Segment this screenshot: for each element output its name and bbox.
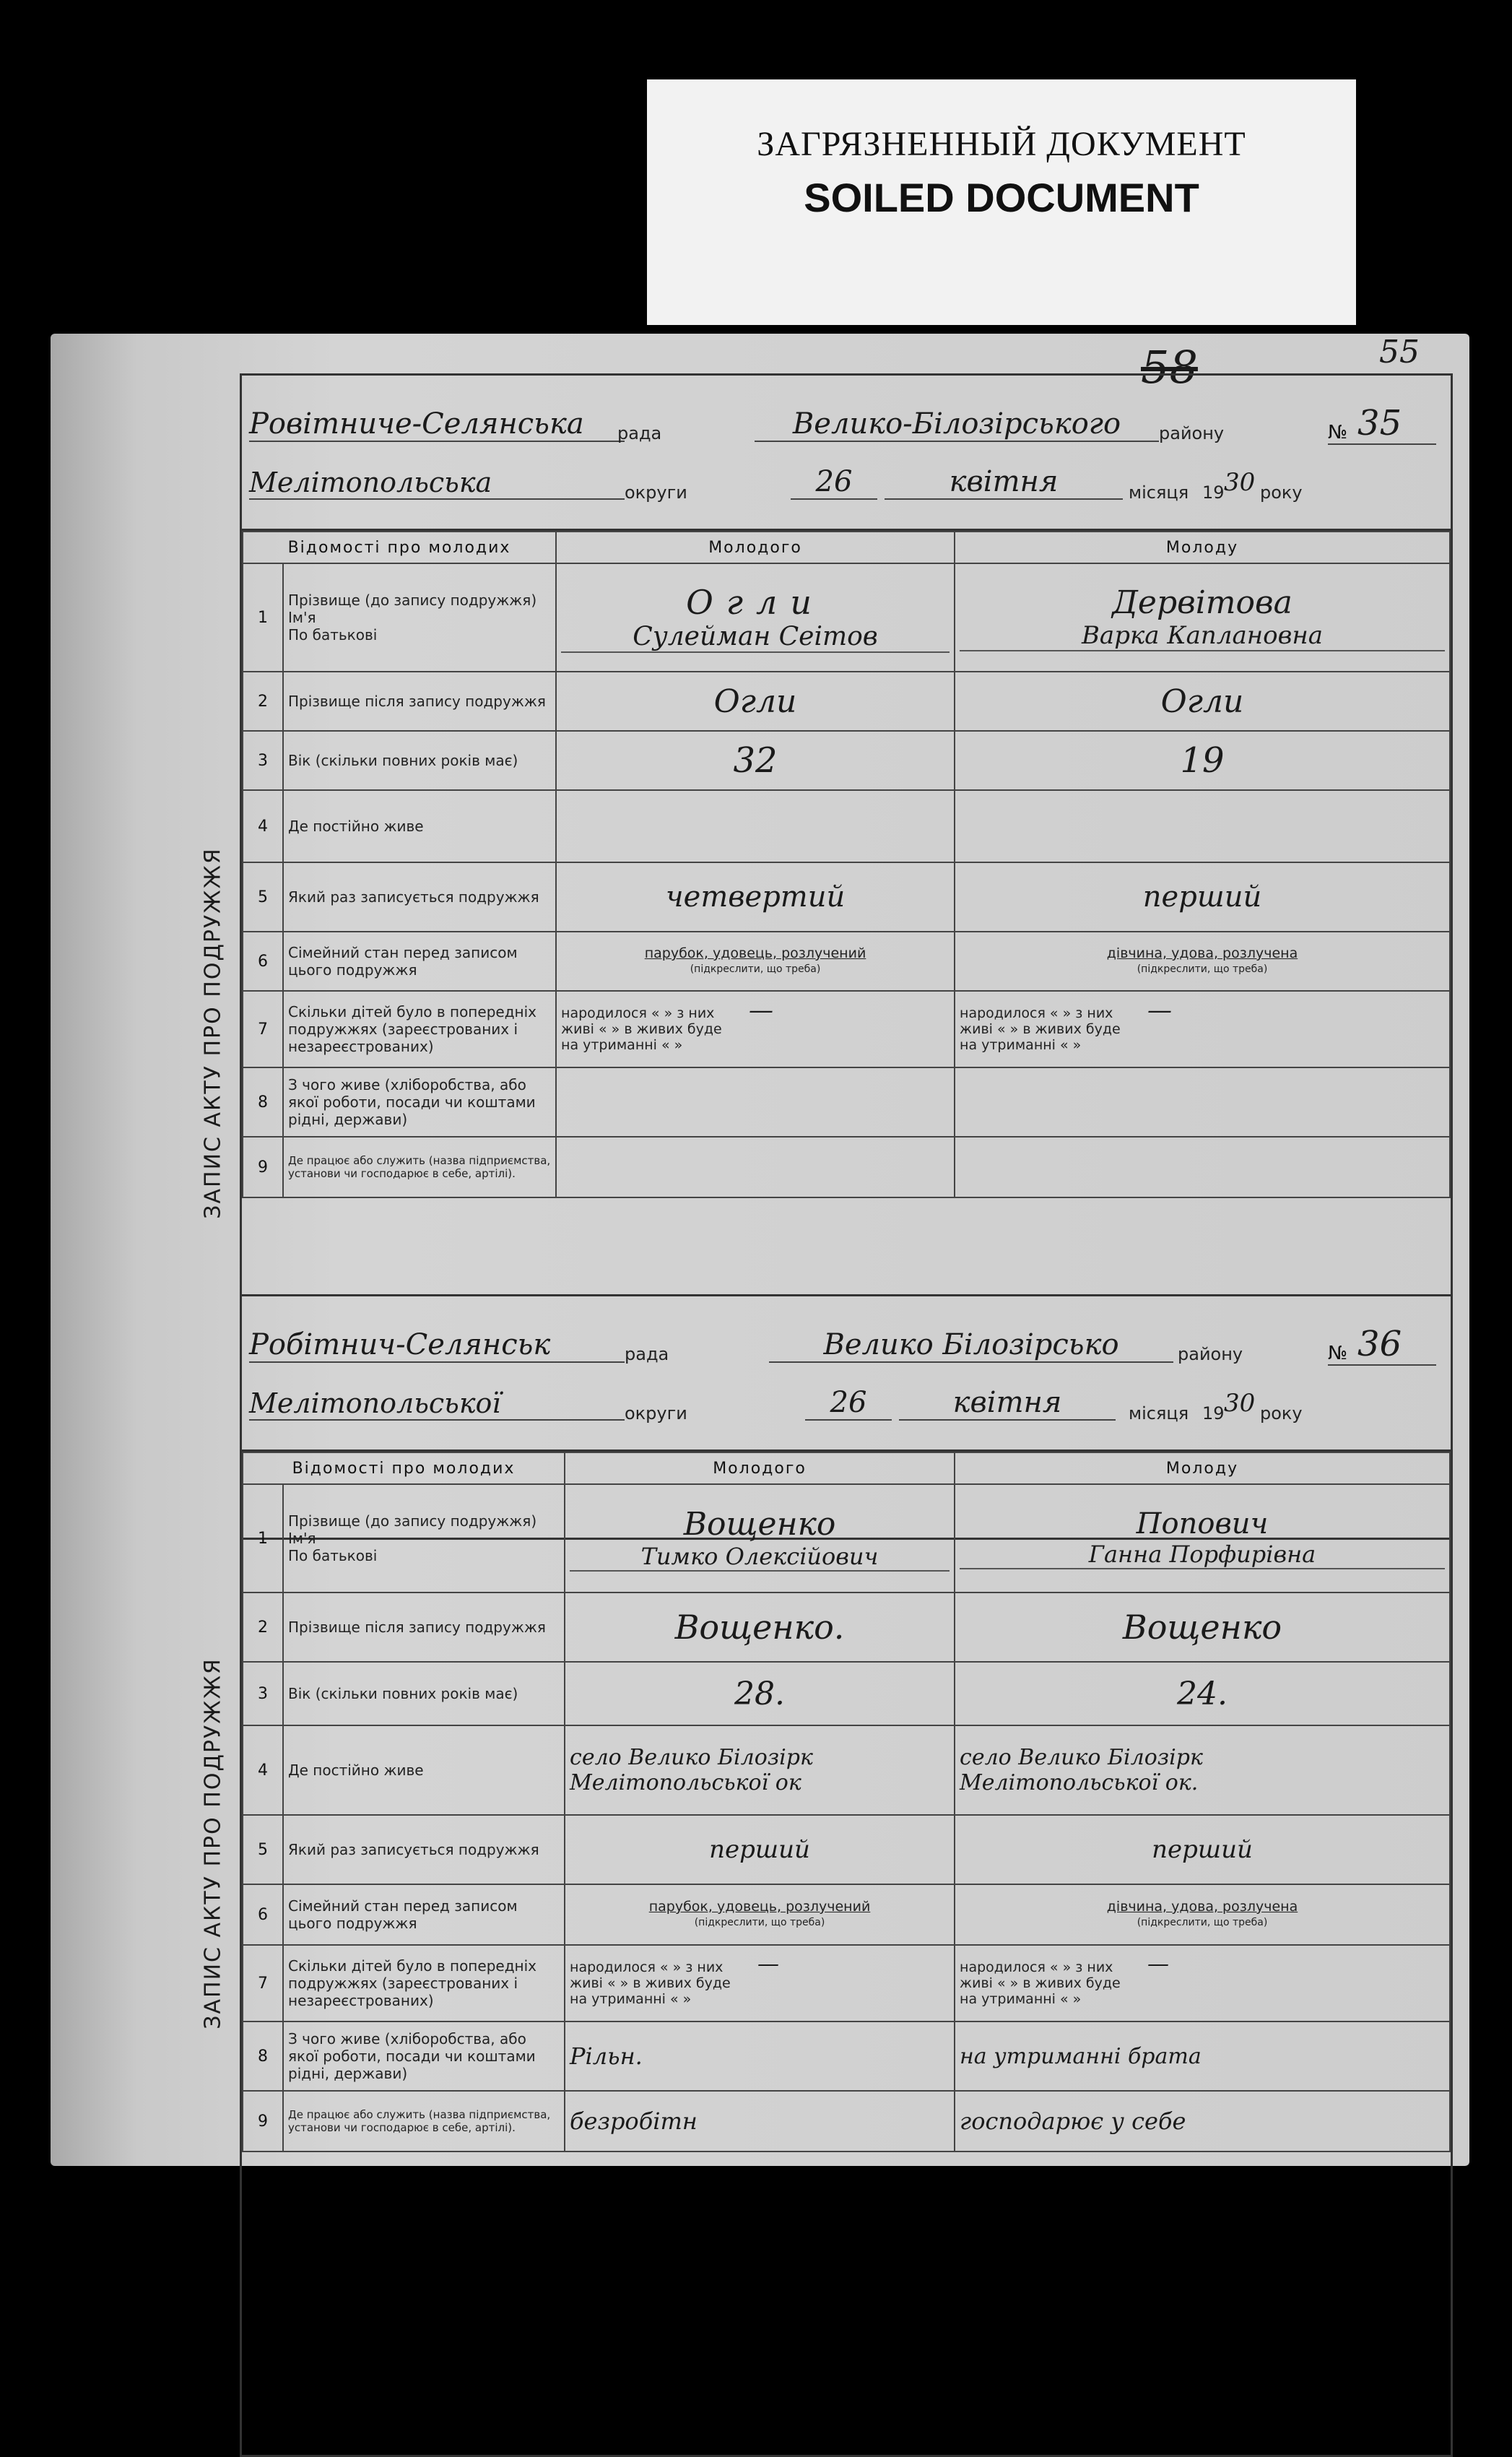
bride-surname: Дервітова — [1112, 584, 1292, 621]
groom-age: 32 — [733, 740, 778, 781]
bride-name-patronymic: Ганна Порфирівна — [960, 1540, 1445, 1569]
groom-name-patronymic: Тимко Олексійович — [570, 1543, 950, 1572]
rada-field — [249, 397, 625, 442]
day-field — [805, 1376, 892, 1421]
okruha-field — [249, 455, 625, 500]
year-value: 30 — [1224, 468, 1256, 497]
bride-marriage-count: перший — [1152, 1835, 1253, 1864]
stamp-english-text: SOILED DOCUMENT — [804, 175, 1199, 220]
bride-livelihood: на утриманні брата — [960, 2043, 1202, 2069]
groom-name-patronymic: Сулейман Сеітов — [561, 622, 950, 653]
groom-residence-line2: Мелітопольської ок — [570, 1770, 801, 1795]
col-groom-header: Молодого — [556, 532, 955, 563]
month-value: квітня — [952, 1386, 1062, 1419]
year-prefix: 19 — [1202, 482, 1225, 503]
year-prefix: 19 — [1202, 1403, 1225, 1424]
groom-new-surname: Огли — [713, 682, 797, 720]
bride-surname: Попович — [1136, 1507, 1269, 1540]
okruha-value: Мелітопольської — [249, 1387, 501, 1419]
number-label: № — [1328, 422, 1348, 443]
bride-children: народилося « » з них живі « » в живих буде на утриманні « » — — [955, 991, 1450, 1067]
col-info-header: Відомості про молодих — [243, 532, 556, 563]
bride-new-surname: Вощенко — [1122, 1608, 1282, 1647]
groom-surname: Вощенко — [683, 1505, 836, 1543]
groom-children: народилося « » з них живі « » в живих буде на утриманні « » — — [565, 1945, 955, 2022]
bride-marital-status: дівчина, удова, розлучена — [1106, 1899, 1298, 1915]
month-field — [885, 455, 1123, 500]
month-label: місяця — [1129, 482, 1189, 503]
record-number-field — [1328, 1314, 1436, 1366]
month-value: квітня — [949, 465, 1059, 498]
groom-new-surname: Вощенко. — [674, 1608, 845, 1647]
raion-label: району — [1178, 1344, 1243, 1364]
day-field — [791, 455, 877, 500]
record-number: 35 — [1357, 403, 1402, 443]
groom-marital-status: парубок, удовець, розлучений — [648, 1899, 871, 1915]
raion-label: району — [1159, 423, 1225, 443]
folio-number: 55 — [1379, 334, 1420, 370]
record-number-field — [1328, 393, 1436, 445]
number-label: № — [1328, 1343, 1348, 1364]
okruha-field — [249, 1376, 625, 1421]
bride-workplace: господарює у себе — [960, 2107, 1186, 2135]
groom-age: 28. — [734, 1675, 785, 1712]
bride-residence-line2: Мелітопольської ок. — [960, 1770, 1199, 1795]
groom-livelihood: Рільн. — [570, 2042, 643, 2070]
row-names: 1 Прізвище (до запису подружжя) Ім'я По батькові Огли Сулейман Сеітов Дервітова Варка Каплановна — [243, 563, 1450, 672]
groom-children: народилося « » з них живі « » в живих буде на утриманні « » — — [556, 991, 955, 1067]
bride-new-surname: Огли — [1160, 682, 1244, 720]
record-table: Відомості про молодих Молодого Молоду 1 Прізвище (до запису подружжя) Ім'я По батькові Вощенко Тимко Олексійович Попович Ганна Порфирівна 2 Прізвище після запису подружжя Вощенко. Вощенко 3 Вік (скільки повних років має) 28. 24. 4 Де постійно живе село Велико Білозірк Мелітопольської ок село Велико Білозірк Мелітопольської ок. 5 Який раз записується подружжя перший перший 6 Сімейний стан перед записом цього подружжя парубок, удовець, розлучений (підкреслити, що треба) дівчина, удова, розлучена (підкреслити, що треба) 7 Скільки дітей було в попередніх подружжях (зареєстрованих і незареєстрованих) народилося « » з них живі « » в живих буде на утриманні « » — народилося « » з них живі « » в живих буде на утриманні « » — 8 З чого живе (хліборобства, або якої роботи, посади чи коштами рідні, держави) Рільн. на утриманні брата 9 Де працює або служить (назва підприємства, установи чи господарює в себе, артілі). безробітн господарює у себе — [242, 1452, 1451, 2152]
year-label: року — [1260, 1403, 1303, 1424]
record-table: Відомості про молодих Молодого Молоду 1 Прізвище (до запису подружжя) Ім'я По батькові Огли Сулейман Сеітов Дервітова Варка Каплановна 2 Прізвище після запису подружжя Огли Огли 3 Вік (скільки повних років має) 32 19 4 Де постійно живе 5 Який раз записується подружжя четвертий перший 6 Сімейний стан перед записом цього подружжя парубок, удовець, розлучений (підкреслити, що треба) дівчина, удова, розлучена (підкреслити, що треба) 7 Скільки дітей було в попередніх подружжях (зареєстрованих і незареєстрованих) народилося « » з них живі « » в живих буде на утриманні « » — народилося « » з них живі « » в живих буде на утриманні « » — 8 З чого живе (хліборобства, або якої роботи, посади чи коштами рідні, держави) 9 Де працює або служить (назва підприємства, установи чи господарює в себе, артілі). — [242, 531, 1451, 1198]
rada-label: рада — [625, 1344, 669, 1364]
col-groom-header: Молодого — [565, 1452, 955, 1484]
raion-field — [769, 1318, 1173, 1363]
day-value: 26 — [830, 1386, 867, 1419]
soiled-document-stamp — [647, 79, 1356, 325]
record-number: 36 — [1357, 1324, 1402, 1364]
groom-marriage-count: перший — [709, 1835, 810, 1864]
folio-number-crossed: 58 — [1141, 341, 1198, 394]
bride-children: народилося « » з них живі « » в живих буде на утриманні « » — — [955, 1945, 1450, 2022]
stamp-russian-text: ЗАГРЯЗНЕННЫЙ ДОКУМЕНТ — [757, 125, 1246, 163]
col-info-header: Відомості про молодих — [243, 1452, 565, 1484]
register-page — [51, 334, 1469, 2166]
okruha-label: округи — [625, 482, 687, 503]
day-value: 26 — [815, 465, 853, 498]
rada-field — [249, 1318, 625, 1363]
month-label: місяця — [1129, 1403, 1189, 1424]
year-label: року — [1260, 482, 1303, 503]
side-title-2: ЗАПИС АКТУ ПРО ПОДРУЖЖЯ — [200, 1657, 226, 2029]
raion-field — [755, 397, 1159, 442]
okruha-label: округи — [625, 1403, 687, 1424]
groom-workplace: безробітн — [570, 2107, 698, 2135]
bride-residence-line1: село Велико Білозірк — [960, 1745, 1203, 1770]
side-title-1: ЗАПИС АКТУ ПРО ПОДРУЖЖЯ — [200, 846, 226, 1219]
year-value: 30 — [1224, 1389, 1256, 1418]
groom-surname: Огли — [686, 582, 825, 622]
rada-value: Ровітниче-Селянська — [249, 407, 584, 441]
col-bride-header: Молоду — [955, 532, 1450, 563]
raion-value: Велико Білозірсько — [823, 1328, 1119, 1361]
bride-marriage-count: перший — [1142, 880, 1262, 914]
groom-marriage-count: четвертий — [665, 880, 846, 914]
marriage-act-record-36 — [240, 1294, 1453, 2457]
record-header — [242, 1296, 1451, 1452]
bride-age: 24. — [1177, 1675, 1228, 1712]
col-bride-header: Молоду — [955, 1452, 1450, 1484]
bride-marital-status: дівчина, удова, розлучена — [1106, 945, 1298, 961]
rada-label: рада — [617, 423, 662, 443]
month-field — [899, 1376, 1116, 1421]
rada-value: Робітнич-Селянськ — [249, 1328, 551, 1361]
raion-value: Велико-Білозірського — [792, 407, 1121, 441]
record-header — [242, 376, 1451, 531]
groom-residence-line1: село Велико Білозірк — [570, 1745, 813, 1770]
groom-marital-status: парубок, удовець, розлучений — [644, 945, 866, 961]
bride-age: 19 — [1180, 740, 1225, 781]
bride-name-patronymic: Варка Каплановна — [960, 621, 1445, 651]
okruha-value: Мелітопольська — [249, 467, 492, 498]
